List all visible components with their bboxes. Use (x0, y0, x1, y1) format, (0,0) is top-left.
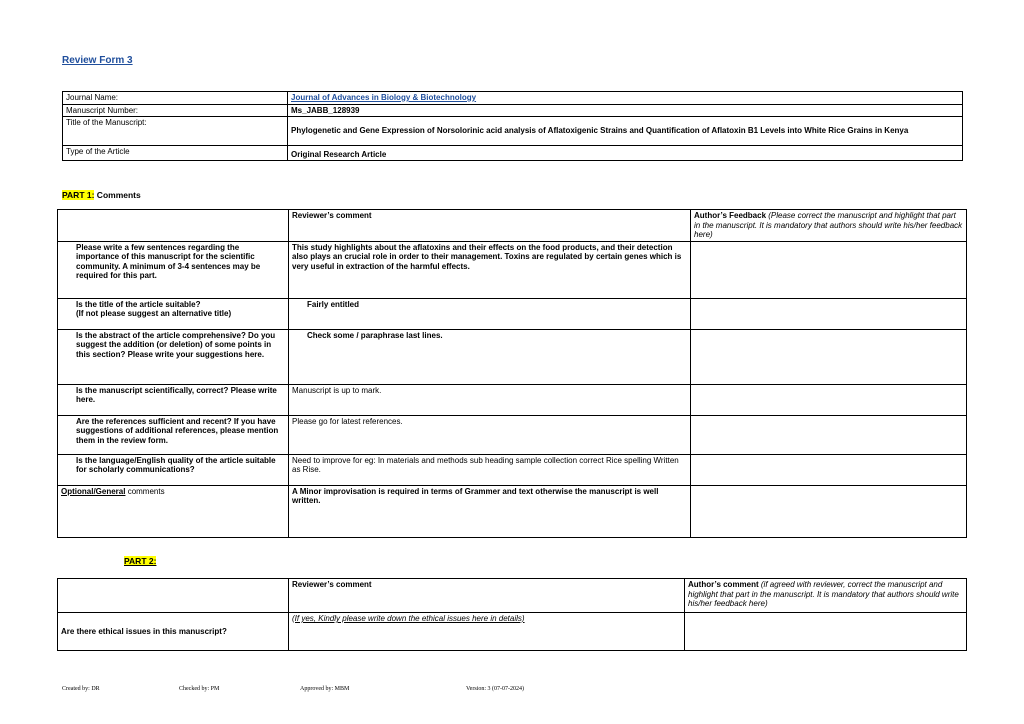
reviewer-comment-cell: Fairly entitled (289, 298, 691, 329)
question-cell: Is the title of the article suitable? (If not please suggest an alternative title) (58, 298, 289, 329)
manuscript-number-value: Ms_JABB_128939 (288, 104, 963, 117)
ethics-question: Are there ethical issues in this manuscript? (58, 613, 289, 651)
manuscript-title-label: Title of the Manuscript: (63, 117, 288, 146)
question-cell: Is the manuscript scientifically, correct? Please write here. (58, 384, 289, 415)
part2-header-author-title: Author’s comment (688, 580, 759, 589)
part2-header-author-note: (if agreed with reviewer, correct the manuscript and highlight that part in the manuscript. It is mandatory that authors should write his/her feedback here) (688, 580, 959, 608)
part1-header-author-title: Author’s Feedback (694, 211, 767, 220)
part2-ethics-table (57, 578, 967, 651)
part2-heading (124, 556, 156, 566)
reviewer-comment-cell: Manuscript is up to mark. (289, 384, 691, 415)
journal-row (63, 92, 963, 105)
author-comment-cell[interactable] (685, 613, 967, 651)
optional-comments-label (58, 485, 289, 537)
author-feedback-cell[interactable] (691, 241, 967, 298)
reviewer-comment-cell: Check some / paraphrase last lines. (289, 329, 691, 384)
article-type-value: Original Research Article (288, 146, 963, 161)
manuscript-info-table (62, 91, 963, 161)
manuscript-title-value: Phylogenetic and Gene Expression of Norsolorinic acid analysis of Aflatoxigenic Strains and Quantification of Aflatoxin B1 Levels into White Rice Grains in Kenya (288, 117, 963, 146)
author-feedback-cell[interactable] (691, 454, 967, 485)
footer-created-by: Created by: DR (62, 686, 100, 692)
part1-header-author-note: (Please correct the manuscript and highlight that part in the manuscript. It is mandatory that authors should write his/her feedback here) (694, 211, 963, 239)
table-row (58, 298, 967, 329)
table-row (58, 613, 967, 651)
part1-heading (62, 190, 141, 200)
part2-header-row (58, 579, 967, 613)
reviewer-comment-cell: Need to improve for eg: In materials and methods sub heading sample collection correct Rice spelling Written as Rise. (289, 454, 691, 485)
question-cell: Are the references sufficient and recent? If you have suggestions of additional references, please mention them in the review form. (58, 415, 289, 454)
manuscript-number-label: Manuscript Number: (63, 104, 288, 117)
part1-label: PART 1: (62, 190, 95, 200)
part1-comments-table (57, 209, 967, 538)
article-type-row (63, 146, 963, 161)
part2-header-author (685, 579, 967, 613)
question-cell: Is the abstract of the article comprehensive? Do you suggest the addition (or deletion) of some points in this section? Please write your suggestions here. (58, 329, 289, 384)
footer-approved-by: Approved by: MBM (300, 686, 350, 692)
part2-label: PART 2: (124, 556, 157, 566)
reviewer-comment-cell: A Minor improvisation is required in terms of Grammer and text otherwise the manuscript is well written. (289, 485, 691, 537)
author-feedback-cell[interactable] (691, 329, 967, 384)
reviewer-comment-cell: This study highlights about the aflatoxins and their effects on the food products, and their detection also plays an crucial role in order to their management. Toxins are regulated by certain genes which is very useful in extraction of the harmful effects. (289, 241, 691, 298)
optional-label-suffix: comments (125, 486, 165, 496)
reviewer-comment-cell: Please go for latest references. (289, 415, 691, 454)
journal-label: Journal Name: (63, 92, 288, 105)
part2-header-reviewer: Reviewer’s comment (289, 579, 685, 613)
footer-checked-by: Checked by: PM (179, 686, 220, 692)
table-row (58, 329, 967, 384)
question-cell: Please write a few sentences regarding the importance of this manuscript for the scientific community. A minimum of 3-4 sentences may be required for this part. (58, 241, 289, 298)
article-type-label: Type of the Article (63, 146, 288, 161)
author-feedback-cell[interactable] (691, 415, 967, 454)
table-row (58, 384, 967, 415)
table-row (58, 454, 967, 485)
table-row (58, 415, 967, 454)
optional-label: Optional/General (61, 486, 126, 496)
author-feedback-cell[interactable] (691, 384, 967, 415)
footer-version: Version: 3 (07-07-2024) (466, 686, 524, 692)
author-feedback-cell[interactable] (691, 298, 967, 329)
ethics-answer: (If yes, Kindly please write down the ethical issues here in details) (289, 613, 685, 651)
table-row (58, 241, 967, 298)
author-feedback-cell[interactable] (691, 485, 967, 537)
part1-label-suffix: Comments (94, 190, 141, 200)
part1-header-author (691, 210, 967, 242)
part1-header-row (58, 210, 967, 242)
table-row (58, 485, 967, 537)
part1-header-reviewer: Reviewer’s comment (289, 210, 691, 242)
form-title: Review Form 3 (62, 55, 133, 66)
manuscript-number-row (63, 104, 963, 117)
manuscript-title-row (63, 117, 963, 146)
journal-link[interactable]: Journal of Advances in Biology & Biotechnology (291, 93, 477, 102)
question-cell: Is the language/English quality of the article suitable for scholarly communications? (58, 454, 289, 485)
